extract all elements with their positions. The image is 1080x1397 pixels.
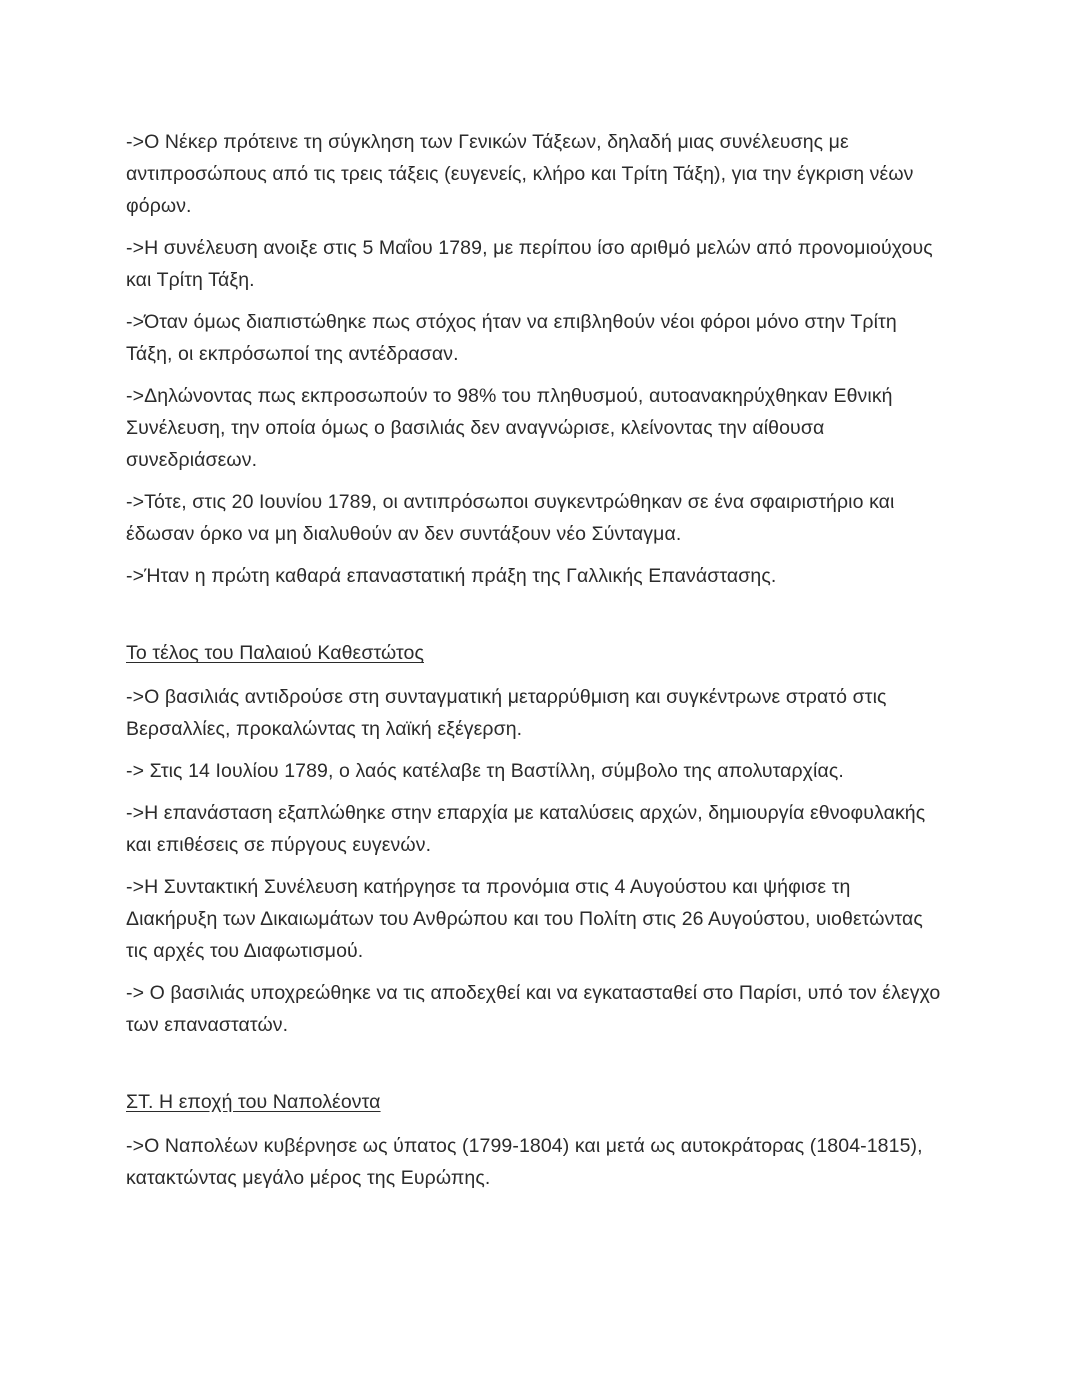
paragraph: ->Δηλώνοντας πως εκπροσωπούν το 98% του πληθυσμού, αυτοανακηρύχθηκαν Εθνική Συνέλευση, την οποία όμως ο βασιλιάς δεν αναγνώρισε, κλείνοντας την αίθουσα συνεδριάσεων. xyxy=(126,385,893,471)
section-states-general xyxy=(126,126,941,592)
paragraph: ->Ο Νέκερ πρότεινε τη σύγκληση των Γενικών Τάξεων, δηλαδή μιας συνέλευσης με αντιπροσώπους από τις τρεις τάξεις (ευγενείς, κλήρο και Τρίτη Τάξη), για την έγκριση νέων φόρων. xyxy=(126,131,914,217)
paragraph: ->Όταν όμως διαπιστώθηκε πως στόχος ήταν να επιβληθούν νέοι φόροι μόνο στην Τρίτη Τάξη, οι εκπρόσωποί της αντέδρασαν. xyxy=(126,311,897,365)
paragraph: -> Ο βασιλιάς υποχρεώθηκε να τις αποδεχθεί και να εγκατασταθεί στο Παρίσι, υπό τον έλεγχο των επαναστατών. xyxy=(126,982,941,1036)
paragraph: ->Η επανάσταση εξαπλώθηκε στην επαρχία με καταλύσεις αρχών, δημιουργία εθνοφυλακής και επιθέσεις σε πύργους ευγενών. xyxy=(126,802,926,856)
section-napoleon-era xyxy=(126,1086,941,1194)
paragraph: ->Η Συντακτική Συνέλευση κατήργησε τα προνόμια στις 4 Αυγούστου και ψήφισε τη Διακήρυξη των Δικαιωμάτων του Ανθρώπου και του Πολίτη στις 26 Αυγούστου, υιοθετώντας τις αρχές του Διαφωτισμού. xyxy=(126,876,923,962)
paragraph: ->Ήταν η πρώτη καθαρά επαναστατική πράξη της Γαλλικής Επανάστασης. xyxy=(126,565,777,587)
paragraph: ->Τότε, στις 20 Ιουνίου 1789, οι αντιπρόσωποι συγκεντρώθηκαν σε ένα σφαιριστήριο και έδωσαν όρκο να μη διαλυθούν αν δεν συντάξουν νέο Σύνταγμα. xyxy=(126,491,895,545)
paragraph: ->Η συνέλευση ανοιξε στις 5 Μαΐου 1789, με περίπου ίσο αριθμό μελών από προνομιούχους και Τρίτη Τάξη. xyxy=(126,237,933,291)
section-heading: ΣΤ. Η εποχή του Ναπολέοντα xyxy=(126,1091,381,1113)
paragraph: ->Ο βασιλιάς αντιδρούσε στη συνταγματική μεταρρύθμιση και συγκέντρωνε στρατό στις Βερσαλλίες, προκαλώντας τη λαϊκή εξέγερση. xyxy=(126,686,887,740)
paragraph: -> Στις 14 Ιουλίου 1789, ο λαός κατέλαβε τη Βαστίλλη, σύμβολο της απολυταρχίας. xyxy=(126,760,844,782)
section-heading: Το τέλος του Παλαιού Καθεστώτος xyxy=(126,642,424,664)
paragraph: ->Ο Ναπολέων κυβέρνησε ως ύπατος (1799-1804) και μετά ως αυτοκράτορας (1804-1815), κατακτώντας μεγάλο μέρος της Ευρώπης. xyxy=(126,1135,923,1189)
section-end-of-old-regime xyxy=(126,637,941,1041)
